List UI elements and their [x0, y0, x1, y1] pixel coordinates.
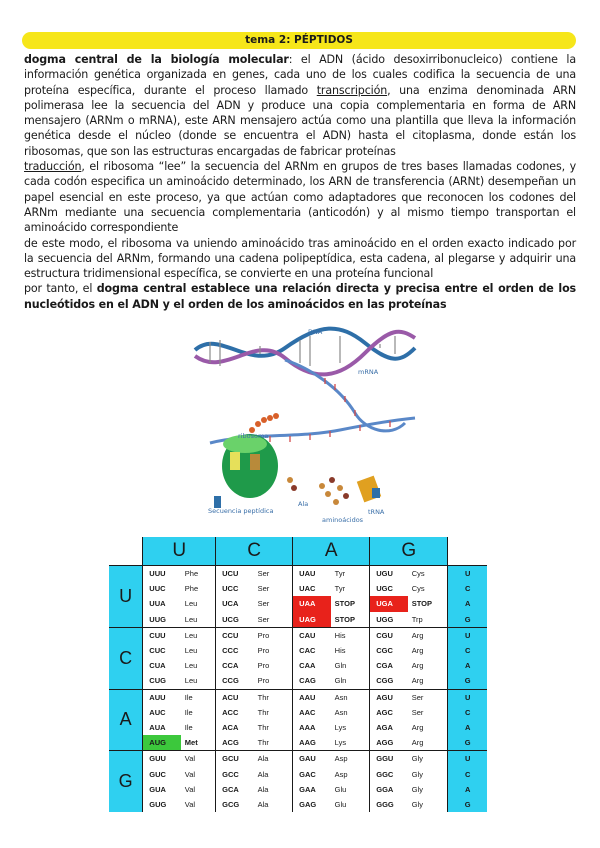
first-base-label: C	[109, 627, 143, 689]
amino-acid: Arg	[408, 720, 448, 735]
amino-acid: Pro	[254, 658, 293, 673]
amino-acid: Ser	[254, 596, 293, 611]
amino-acid: Arg	[408, 735, 448, 751]
amino-acid: Ala	[254, 797, 293, 812]
codon: UGG	[370, 612, 408, 628]
codon: GUC	[143, 766, 181, 781]
amino-acid: His	[331, 643, 370, 658]
amino-acid: Thr	[254, 689, 293, 705]
codon: AAU	[293, 689, 331, 705]
amino-acid: Phe	[181, 566, 216, 582]
third-base-label: U	[448, 566, 487, 582]
amino-acid: His	[331, 627, 370, 643]
label-trna: tRNA	[368, 508, 385, 516]
second-base-header: C	[216, 537, 293, 566]
third-base-label: A	[448, 782, 487, 797]
amino-acid: Asn	[331, 689, 370, 705]
codon: AGC	[370, 705, 408, 720]
amino-acid: Ile	[181, 720, 216, 735]
amino-acid: Ser	[408, 705, 448, 720]
amino-acid: Arg	[408, 643, 448, 658]
codon: AUU	[143, 689, 181, 705]
ribosome	[214, 434, 278, 508]
paragraph-text: por tanto, el	[24, 282, 97, 296]
paragraph-text: : el ADN (ácido desoxirribonucleico) contiene la información genética organizada en genes, cada uno de los cuales codifica la secuencia de una proteína específica, durante el proceso llamado	[24, 53, 576, 97]
codon: UGC	[370, 581, 408, 596]
amino-acid: Glu	[331, 782, 370, 797]
codon: GAU	[293, 751, 331, 767]
paragraph-text: , una enzima denominada ARN polimerasa lee la secuencia del ADN y produce una copia complementaria en forma de ARN mensajero (ARNm o mRNA), este ARN mensajero actúa como una plantilla que lleva la información genética desde el núcleo (donde se encuentra el ADN) hasta el citoplasma, donde están los ribosomas, que son las estructuras encargadas de fabricar proteínas	[24, 83, 576, 158]
amino-acid: Ala	[254, 766, 293, 781]
codon: UAA	[293, 596, 331, 611]
amino-acid: Ser	[408, 689, 448, 705]
codon: UAG	[293, 612, 331, 628]
codon: CGC	[370, 643, 408, 658]
amino-acid: Cys	[408, 581, 448, 596]
first-base-label: G	[109, 751, 143, 812]
codon: CCU	[216, 627, 254, 643]
third-base-label: A	[448, 658, 487, 673]
third-base-label: U	[448, 627, 487, 643]
second-base-header: A	[293, 537, 370, 566]
codon: ACU	[216, 689, 254, 705]
amino-acid: Leu	[181, 643, 216, 658]
amino-acid: Tyr	[331, 581, 370, 596]
amino-acid: Gly	[408, 797, 448, 812]
amino-acid: Pro	[254, 627, 293, 643]
codon: CGA	[370, 658, 408, 673]
codon: GCU	[216, 751, 254, 767]
codon: CAG	[293, 673, 331, 689]
conclusion-bold: dogma central establece una relación directa y precisa entre el orden de los nucleótidos en el ADN y el orden de los aminoácidos en las proteínas	[24, 282, 576, 311]
amino-acid: Ser	[254, 612, 293, 628]
amino-acid: Phe	[181, 581, 216, 596]
codon: GGU	[370, 751, 408, 767]
codon: UUU	[143, 566, 181, 582]
amino-acid: Tyr	[331, 566, 370, 582]
amino-acid: Val	[181, 782, 216, 797]
amino-acid: Arg	[408, 627, 448, 643]
codon: GAG	[293, 797, 331, 812]
codon: GUU	[143, 751, 181, 767]
codon: UCG	[216, 612, 254, 628]
first-base-label: U	[109, 566, 143, 628]
translation-term: traducción	[24, 160, 82, 174]
paragraph-ribosome: de este modo, el ribosoma va uniendo aminoácido tras aminoácido en el orden exacto indicado por la secuencia del ARNm, formando una cadena polipeptídica, esta cadena, al plegarse y adquirir una estructura tridimensional específica, se convierte en una proteína funcional	[24, 236, 576, 281]
codon: AGA	[370, 720, 408, 735]
paragraph-translation	[24, 159, 576, 235]
codon: GGA	[370, 782, 408, 797]
codon: CUG	[143, 673, 181, 689]
document-body	[24, 52, 576, 312]
codon: CUA	[143, 658, 181, 673]
codon: CAA	[293, 658, 331, 673]
translation-illustration	[190, 318, 420, 528]
codon: UUA	[143, 596, 181, 611]
amino-acid: Leu	[181, 596, 216, 611]
codon: AAC	[293, 705, 331, 720]
amino-acid: Arg	[408, 673, 448, 689]
third-base-label: C	[448, 705, 487, 720]
codon: GUA	[143, 782, 181, 797]
amino-acid: Asp	[331, 751, 370, 767]
amino-acid: Leu	[181, 658, 216, 673]
codon: UGU	[370, 566, 408, 582]
third-base-label: C	[448, 643, 487, 658]
amino-acid: STOP	[331, 612, 370, 628]
amino-acid: Met	[181, 735, 216, 751]
codon: UUG	[143, 612, 181, 628]
third-base-label: U	[448, 751, 487, 767]
label-ribosome: ribosoma	[238, 432, 269, 440]
codon: UCU	[216, 566, 254, 582]
amino-acid: Leu	[181, 612, 216, 628]
codon: GGG	[370, 797, 408, 812]
third-base-label: C	[448, 766, 487, 781]
label-ala: Ala	[298, 500, 309, 508]
third-base-label: U	[448, 689, 487, 705]
dogma-term: dogma central de la biología molecular	[24, 53, 289, 66]
third-base-label: G	[448, 673, 487, 689]
label-sequence: Secuencia peptídica	[208, 507, 274, 515]
codon: ACA	[216, 720, 254, 735]
amino-acid: Asn	[331, 705, 370, 720]
amino-acid: Val	[181, 766, 216, 781]
amino-acid: Glu	[331, 797, 370, 812]
amino-acid: Pro	[254, 643, 293, 658]
amino-acid: Arg	[408, 658, 448, 673]
amino-acid: Val	[181, 751, 216, 767]
label-mrna: mRNA	[358, 368, 379, 376]
amino-acid: Lys	[331, 720, 370, 735]
codon: UUC	[143, 581, 181, 596]
codon: CCG	[216, 673, 254, 689]
codon: UCC	[216, 581, 254, 596]
third-base-label: C	[448, 581, 487, 596]
second-base-header: G	[370, 537, 448, 566]
amino-acid: Leu	[181, 627, 216, 643]
codon: CCA	[216, 658, 254, 673]
table-corner	[109, 537, 143, 566]
amino-acid: Cys	[408, 566, 448, 582]
topic-title-banner	[22, 32, 576, 49]
amino-acid: Gly	[408, 782, 448, 797]
codon: CAU	[293, 627, 331, 643]
amino-acid: Thr	[254, 705, 293, 720]
codon: CUC	[143, 643, 181, 658]
first-base-label: A	[109, 689, 143, 751]
codon: AAA	[293, 720, 331, 735]
amino-acid: Ala	[254, 751, 293, 767]
codon: UGA	[370, 596, 408, 611]
label-aminoacids: aminoácidos	[322, 516, 364, 524]
amino-acid: Leu	[181, 673, 216, 689]
amino-acid: Pro	[254, 673, 293, 689]
amino-acid: Gln	[331, 673, 370, 689]
codon: GAA	[293, 782, 331, 797]
amino-acid: Gln	[331, 658, 370, 673]
codon: GUG	[143, 797, 181, 812]
codon: GCC	[216, 766, 254, 781]
codon: UCA	[216, 596, 254, 611]
amino-acid: Thr	[254, 720, 293, 735]
amino-acid: Lys	[331, 735, 370, 751]
peptide-chain	[249, 413, 279, 433]
codon: UAU	[293, 566, 331, 582]
amino-acid: Gly	[408, 766, 448, 781]
third-base-label: A	[448, 596, 487, 611]
codon: ACG	[216, 735, 254, 751]
transcription-term: transcripción	[316, 83, 388, 97]
amino-acid: Thr	[254, 735, 293, 751]
third-base-label: G	[448, 735, 487, 751]
table-corner	[448, 537, 487, 566]
codon: ACC	[216, 705, 254, 720]
codon: UAC	[293, 581, 331, 596]
codon: GGC	[370, 766, 408, 781]
codon: AGG	[370, 735, 408, 751]
codon: AAG	[293, 735, 331, 751]
codon: AUA	[143, 720, 181, 735]
codon: CGU	[370, 627, 408, 643]
amino-acid: Asp	[331, 766, 370, 781]
codon: GCA	[216, 782, 254, 797]
third-base-label: G	[448, 612, 487, 628]
paragraph-text: , el ribosoma “lee” la secuencia del ARNm en grupos de tres bases llamadas codones, y cada codón especifica un aminoácido determinado, los ARN de transferencia (ARNt) desempeñan un papel esencial en este proceso, ya que actúan como adaptadores que reconocen los codones del ARNm mediante una secuencia complementaria (anticodón) y al mismo tiempo transportan el aminoácido correspondiente	[24, 160, 576, 235]
amino-acid: Gly	[408, 751, 448, 767]
codon: AUC	[143, 705, 181, 720]
amino-acid: Ala	[254, 782, 293, 797]
codon: GCG	[216, 797, 254, 812]
amino-acid: Ser	[254, 566, 293, 582]
amino-acid: Ile	[181, 689, 216, 705]
label-dna: DNA	[308, 328, 323, 336]
third-base-label: G	[448, 797, 487, 812]
paragraph-conclusion	[24, 281, 576, 312]
paragraph-dogma	[24, 52, 576, 159]
codon: GAC	[293, 766, 331, 781]
codon: AGU	[370, 689, 408, 705]
amino-acid: Trp	[408, 612, 448, 628]
codon: CCC	[216, 643, 254, 658]
mrna-strand	[210, 360, 415, 443]
codon-table	[109, 537, 487, 812]
codon: AUG	[143, 735, 181, 751]
amino-acid: STOP	[331, 596, 370, 611]
codon: CAC	[293, 643, 331, 658]
codon: CGG	[370, 673, 408, 689]
third-base-label: A	[448, 720, 487, 735]
amino-acid: Ser	[254, 581, 293, 596]
codon: CUU	[143, 627, 181, 643]
amino-acid: Ile	[181, 705, 216, 720]
second-base-header: U	[143, 537, 216, 566]
amino-acid: Val	[181, 797, 216, 812]
topic-title: tema 2: PÉPTIDOS	[245, 34, 353, 46]
amino-acid: STOP	[408, 596, 448, 611]
